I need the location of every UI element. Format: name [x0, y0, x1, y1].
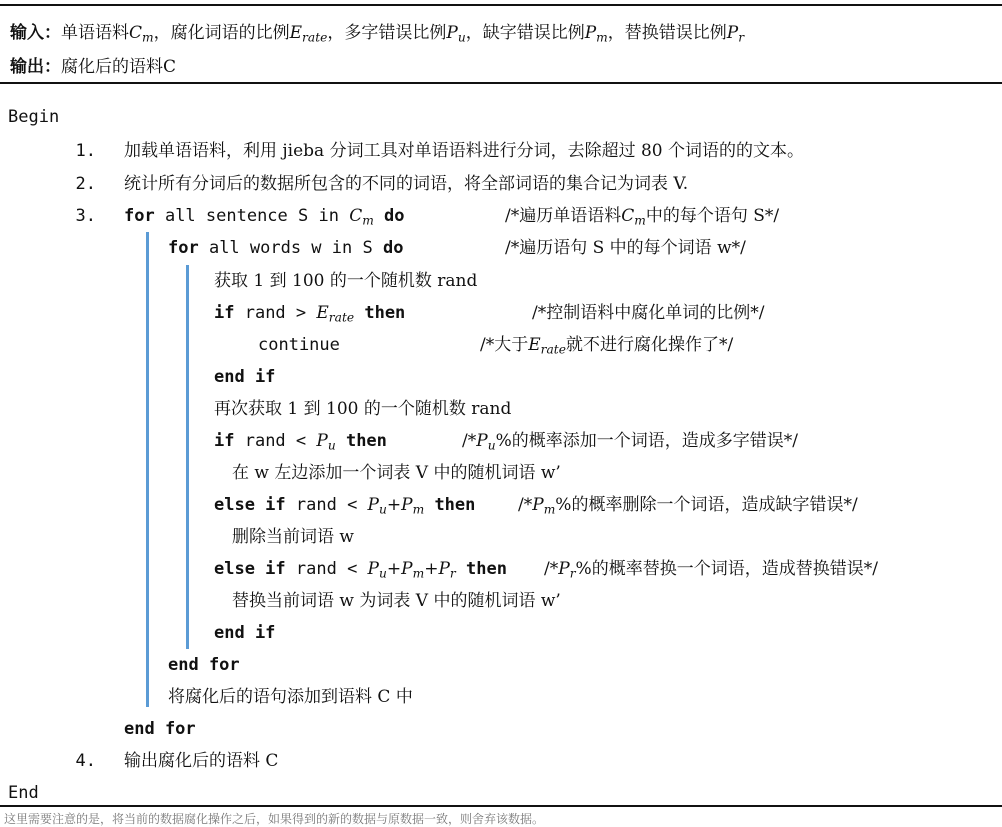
elif-pr-comment: $/*P_r\%$的概率替换一个词语，造成替换错误*/ — [544, 559, 878, 581]
elif-pr-line: else if rand < $P_u+P_m+P_r$ then — [214, 559, 507, 581]
input-label: 输入： — [10, 23, 61, 43]
elif-pm-comment: $/*P_m\%$的概率删除一个词语，造成缺字错误*/ — [518, 495, 858, 517]
for-words-comment: /*遍历语句 S 中的每个词语 w*/ — [505, 238, 746, 258]
var-erate: $E_{rate}$ — [289, 23, 328, 45]
begin-keyword: Begin — [8, 107, 60, 127]
output-label: 输出： — [10, 57, 61, 77]
end-for-inner: end for — [168, 655, 240, 675]
output-text: 腐化后的语料C — [61, 57, 177, 77]
following-paragraph: 这里需要注意的是，将当前的数据腐化操作之后，如果得到的新的数据与原数据一致，则舍弃该数据。 — [4, 812, 545, 826]
end-if-2: end if — [214, 623, 276, 643]
var-cm: $C_m$ — [129, 23, 154, 45]
rand2-line: 再次获取 1 到 100 的一个随机数 rand — [214, 399, 512, 419]
input-line — [10, 18, 744, 43]
if-pu-line: if rand < $P_u$ then — [214, 431, 387, 453]
elif-pm-line: else if rand < $P_u+P_m$ then — [214, 495, 476, 517]
step-1-number: 1. — [75, 141, 96, 161]
end-keyword: End — [8, 783, 39, 803]
input-seg1: 单语语料 — [61, 23, 129, 43]
step-2-number: 2. — [75, 174, 96, 194]
step-1-text: 加载单语语料，利用 jieba 分词工具对单语语料进行分词，去除超过 80 个词语的的文本。 — [124, 141, 805, 161]
end-if-1: end if — [214, 367, 276, 387]
input-seg5: ，替换错误比例 — [607, 23, 727, 43]
if-erate-comment: /*控制语料中腐化单词的比例*/ — [532, 303, 765, 323]
delete-word-line: 删除当前词语 w — [232, 527, 354, 547]
continue-line: continue — [258, 335, 340, 355]
if-pu-comment: $/*P_u\%$的概率添加一个词语，造成多字错误*/ — [462, 431, 798, 453]
var-pm: $P_m$ — [584, 23, 608, 45]
var-pu: $P_u$ — [446, 23, 466, 45]
continue-comment: /*大于$E_{rate}$就不进行腐化操作了*/ — [480, 335, 734, 357]
step-4-text: 输出腐化后的语料 C — [124, 751, 279, 771]
input-seg4: ，缺字错误比例 — [465, 23, 585, 43]
replace-word-line: 替换当前词语 w 为词表 V 中的随机词语 w’ — [232, 591, 561, 611]
rand1-line: 获取 1 到 100 的一个随机数 rand — [214, 271, 478, 291]
header-rule — [0, 82, 1002, 84]
input-seg3: ，多字错误比例 — [327, 23, 447, 43]
for-sentence-line: for all sentence S in $C_m$ do — [124, 206, 405, 228]
if-erate-line: if rand > $E_{rate}$ then — [214, 303, 406, 325]
var-pr: $P_r$ — [726, 23, 745, 45]
step-2-text: 统计所有分词后的数据所包含的不同的词语，将全部词语的集合记为词表 V. — [124, 174, 689, 194]
outer-loop-bar — [146, 232, 149, 707]
for-words-line: for all words w in S do — [168, 238, 404, 258]
for-sentence-comment: /*遍历单语语料$C_m$中的每个语句 S*/ — [505, 206, 780, 228]
output-line — [10, 52, 176, 77]
add-word-line: 在 w 左边添加一个词表 V 中的随机词语 w’ — [232, 463, 561, 483]
end-for-outer: end for — [124, 719, 196, 739]
append-sentence-line: 将腐化后的语句添加到语料 C 中 — [168, 687, 413, 707]
step-3-number: 3. — [75, 206, 96, 226]
step-4-number: 4. — [75, 751, 96, 771]
inner-loop-bar — [186, 265, 189, 649]
top-rule-thick — [0, 4, 1002, 6]
bottom-rule — [0, 805, 1002, 807]
input-seg2: ，腐化词语的比例 — [153, 23, 290, 43]
